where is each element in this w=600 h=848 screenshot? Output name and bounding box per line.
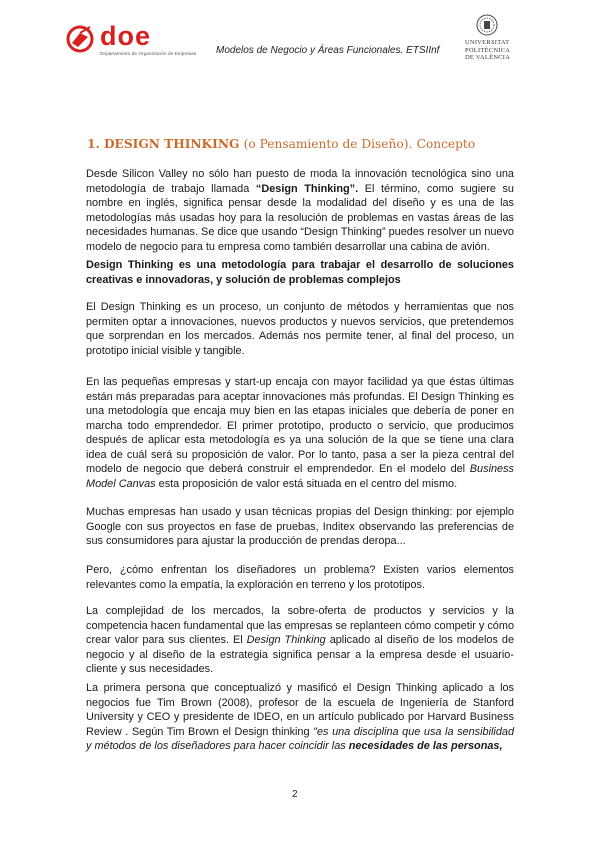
paragraph-intro: Desde Silicon Valley no sólo han puesto de moda la innovación tecnológica sino una metodología de trabajo llamada “Design Thinking”. El término, como sugiere su nombre en inglés, significa pensar desde la modalidad del diseño y es una de las metodologías más usadas hoy para la resolución de problemas en vastas áreas de las necesidades humanas. Se dice que usando “Design Thinking” puedes resolver un nuevo modelo de negocio para tu empresa como también desarrollar una cabina de avión.	[86, 168, 514, 253]
logo-text: doe	[100, 21, 152, 51]
paragraph-startups: En las pequeñas empresas y start-up encaja con mayor facilidad ya que éstas últimas están más preparadas para aceptar innovaciones más profundas. El Design Thinking es una metodología que encaja muy bien en las etapas iniciales que debería de poner en marcha todo emprendedor. El primer prototipo, producto o servicio, que producimos después de aplicar esta metodología es ya una solución de la que se tiene una clara idea de cuál será su proposición de valor. Por lo tanto, pasa a ser la pieza central del modelo de negocio que deberá construir el emprendedor. En el modelo del Business Model Canvas esta proposición de valor está situada en el centro del mismo.	[86, 376, 514, 490]
page-header	[0, 0, 600, 80]
university-seal-icon	[476, 14, 498, 36]
section-title: 1. DESIGN THINKING (o Pensamiento de Diseño). Concepto	[87, 137, 476, 151]
paragraph-tim-brown: La primera persona que conceptualizó y masificó el Design Thinking aplicado a los negocios fue Tim Brown (2008), profesor de la escuela de Ingeniería de Stanford University y CEO y presidente de IDEO, en un artículo publicado por Harvard Business Review . Según Tim Brown el Design thinking "es una disciplina que usa la sensibilidad y métodos de los diseñadores para hacer coincidir las necesidades de las personas,	[86, 682, 514, 752]
paragraph-definition: Design Thinking es una metodología para trabajar el desarrollo de soluciones creativas e innovadoras, y solución de problemas complejos	[86, 259, 514, 286]
doe-logo-icon	[66, 25, 94, 53]
upv-logo	[465, 14, 525, 64]
logo-subtitle: Departamento de Organización de Empresas	[100, 51, 197, 56]
header-title: Modelos de Negocio y Áreas Funcionales. ETSIInf	[216, 45, 440, 56]
doe-logo	[66, 22, 206, 62]
university-name: UNIVERSITAT POLITÈCNICA DE VALÈNCIA	[465, 39, 511, 61]
page-number: 2	[292, 789, 298, 800]
paragraph-question: Pero, ¿cómo enfrentan los diseñadores un problema? Existen varios elementos relevantes como la empatía, la exploración en terreno y los prototipos.	[86, 564, 514, 591]
paragraph-process: El Design Thinking es un proceso, un conjunto de métodos y herramientas que nos permiten optar a innovaciones, nuevos productos y nuevos servicios, que pretendemos que sorprendan en los mercados. Además nos permite tener, al final del proceso, un prototipo inicial visible y tangible.	[86, 301, 514, 357]
paragraph-complexity: La complejidad de los mercados, la sobre-oferta de productos y servicios y la competencia hacen fundamental que las empresas se replanteen cómo competir y cómo crear valor para sus clientes. El Design Thinking aplicado al diseño de los modelos de negocio y al diseño de la estrategia significa pensar a la empresa desde el usuario-cliente y sus necesidades.	[86, 605, 515, 675]
paragraph-companies: Muchas empresas han usado y usan técnicas propias del Design thinking: por ejemplo Google con sus proyectos en fase de pruebas, Inditex observando las preferencias de sus consumidores para ajustar la producción de prendas deropa...	[86, 506, 514, 547]
